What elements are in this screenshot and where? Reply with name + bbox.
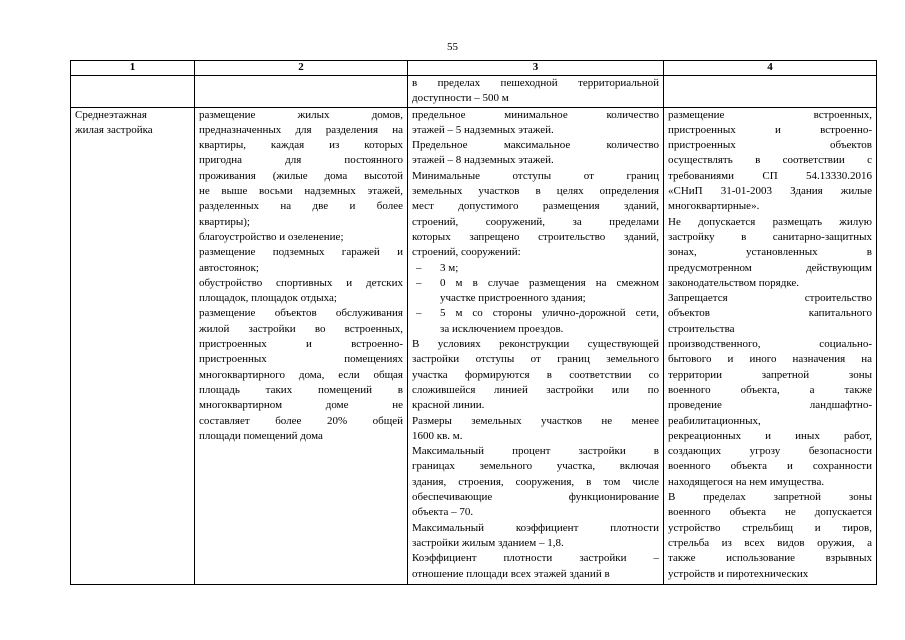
parameters-line: Максимальный коэффициент плотности <box>412 521 659 534</box>
header-col-4: 4 <box>664 61 877 76</box>
restrictions-line: рекреационных и иных работ, <box>668 429 872 442</box>
restrictions-line: бытового и иного назначения на <box>668 353 872 366</box>
permitted-use-line: обустройство спортивных и детских <box>199 276 403 289</box>
permitted-use-line: жилой застройки во встроенных, <box>199 322 403 335</box>
dash-bullet: – <box>416 261 422 274</box>
parameters-line: границах земельного участка, включая <box>412 460 659 473</box>
restrictions-line: осуществлять в соответствии с <box>668 154 872 167</box>
parameters-line: этажей – 5 надземных этажей. <box>412 123 554 136</box>
restrictions-line: реабилитационных, <box>668 414 761 427</box>
continuation-col-2 <box>195 76 408 108</box>
permitted-use-line: не выше восьми надземных этажей, <box>199 185 403 198</box>
land-use-line: жилая застройка <box>75 123 153 136</box>
restrictions-line: «СНиП 31-01-2003 Здания жилые <box>668 185 872 198</box>
permitted-use-line: благоустройство и озеленение; <box>199 230 344 243</box>
permitted-use-line: разделенных на две и более <box>199 200 403 213</box>
restrictions-line: находящегося на нем имущества. <box>668 475 825 488</box>
restrictions-line: законодательством порядке. <box>668 276 800 289</box>
parameters-line: Предельное максимальное количество <box>412 139 659 152</box>
parameters-line: Коэффициент плотности застройки – <box>412 552 659 565</box>
permitted-use-line: предназначенных для разделения на <box>199 123 403 136</box>
permitted-use-line: площади помещений дома <box>199 429 323 442</box>
land-use-line: Среднеэтажная <box>75 108 147 121</box>
parameters-line: предельное минимальное количество <box>412 108 659 121</box>
continuation-line: доступности – 500 м <box>412 92 509 105</box>
continuation-line: в пределах пешеходной территориальной <box>412 77 659 89</box>
parameters-line: Размеры земельных участков не менее <box>412 414 659 427</box>
permitted-use-line: квартиры, каждая из которых <box>199 139 403 152</box>
parameters-line: обеспечивающие функционирование <box>412 491 659 504</box>
restrictions-line: размещение встроенных, <box>668 108 872 121</box>
parameters-line: земельных участков в целях определения <box>412 185 659 198</box>
parameters-line: отношение площади всех этажей зданий в <box>412 567 610 580</box>
permitted-use-line: размещение подземных гаражей и <box>199 246 403 259</box>
parameters-line: сложившейся линией застройки или по <box>412 383 659 396</box>
restrictions-line: военного объекта, а также <box>668 383 872 396</box>
parameters-line: строений, сооружений, за пределами <box>412 215 659 228</box>
continuation-col-3 <box>408 76 664 108</box>
parameters-line: В условиях реконструкции существующей <box>412 338 659 351</box>
continuation-row <box>71 76 877 108</box>
page-number: 55 <box>447 41 458 53</box>
list-item-line: 3 м; <box>440 261 459 274</box>
regulations-table <box>70 60 877 585</box>
restrictions-line: В пределах запретной зоны <box>668 491 872 504</box>
parameters-line: объекта – 70. <box>412 506 474 519</box>
list-item <box>412 276 659 307</box>
parameters-line: здания, строения, сооружения, в том числе <box>412 475 659 488</box>
permitted-use-line: проживания (жилые дома высотой <box>199 169 403 182</box>
restrictions-line: проведение ландшафтно- <box>668 399 872 412</box>
permitted-use-line: многоквартирного дома, если общая <box>199 368 403 381</box>
restrictions-line: многоквартирные». <box>668 200 760 213</box>
permitted-use-line: пригодна для постоянного <box>199 154 403 167</box>
restrictions-line: производственного, социально- <box>668 338 872 351</box>
restrictions-line: предусмотренном действующим <box>668 261 872 274</box>
list-item-text <box>440 261 659 276</box>
list-item-line: 5 м со стороны улично-дорожной сети, <box>440 307 659 320</box>
building-parameters-cell <box>408 107 664 584</box>
permitted-use-line: размещение объектов обслуживания <box>199 307 403 320</box>
parameters-line: застройки отступы от границ земельного <box>412 353 659 366</box>
list-item-line: за исключением проездов. <box>440 322 564 335</box>
header-col-3: 3 <box>408 61 664 76</box>
permitted-use-line: составляет более 20% общей <box>199 414 403 427</box>
restrictions-line: зонах, установленных в <box>668 246 872 259</box>
restrictions-line: Запрещается строительство <box>668 292 872 305</box>
permitted-use-line: квартиры); <box>199 215 250 228</box>
continuation-col-1 <box>71 76 195 108</box>
restrictions-line: стрельба из всех видов оружия, а <box>668 536 872 549</box>
restrictions-line: устройств и пиротехнических <box>668 567 809 580</box>
restrictions-line: военного объекта не допускается <box>668 506 872 519</box>
parameters-line: 1600 кв. м. <box>412 429 463 442</box>
restrictions-line: пристроенных и встроенно- <box>668 123 872 136</box>
restrictions-line: объектов капитального <box>668 307 872 320</box>
permitted-use-line: пристроенных и встроенно- <box>199 338 403 351</box>
restrictions-line: застройку в санитарно-защитных <box>668 230 872 243</box>
restrictions-line: также использование взрывных <box>668 552 872 565</box>
list-item <box>412 261 659 276</box>
parameters-line: строений, сооружений: <box>412 246 521 259</box>
restrictions-line: строительства <box>668 322 735 335</box>
list-item <box>412 306 659 337</box>
list-item-line: участке пристроенного здания; <box>440 292 586 305</box>
list-item-text <box>440 276 659 307</box>
parameters-line: мест допустимого размещения зданий, <box>412 200 659 213</box>
restrictions-line: военного объекта и сохранности <box>668 460 872 473</box>
land-use-type-cell <box>71 107 195 584</box>
restrictions-line: Не допускается размещать жилую <box>668 215 872 228</box>
restrictions-line: устройство стрельбищ и тиров, <box>668 521 872 534</box>
header-col-1: 1 <box>71 61 195 76</box>
restrictions-line: создающих угрозу безопасности <box>668 445 872 458</box>
parameters-line: Минимальные отступы от границ <box>412 169 659 182</box>
permitted-use-line: автостоянок; <box>199 261 259 274</box>
parameters-line: красной линии. <box>412 399 485 412</box>
restrictions-cell <box>664 107 877 584</box>
dash-bullet: – <box>416 307 422 320</box>
list-item-line: 0 м в случае размещения на смежном <box>440 276 659 289</box>
permitted-use-line: площадок, площадок отдыха; <box>199 292 337 305</box>
list-item-text <box>440 306 659 337</box>
dash-bullet: – <box>416 276 422 289</box>
header-col-2: 2 <box>195 61 408 76</box>
permitted-use-description-cell <box>195 107 408 584</box>
parameters-line: участка формируются в соответствии со <box>412 368 659 381</box>
parameters-line: которых запрещено строительство зданий, <box>412 230 659 243</box>
restrictions-line: требованиями СП 54.13330.2016 <box>668 169 872 182</box>
permitted-use-line: пристроенных помещениях <box>199 353 403 366</box>
continuation-col-4 <box>664 76 877 108</box>
restrictions-line: пристроенных объектов <box>668 139 872 152</box>
restrictions-line: территории запретной зоны <box>668 368 872 381</box>
permitted-use-line: многоквартирном доме не <box>199 399 403 412</box>
header-row <box>71 61 877 76</box>
permitted-use-line: площадь таких помещений в <box>199 383 403 396</box>
parameters-line: застройки жилым зданием – 1,8. <box>412 536 564 549</box>
parameters-line: Максимальный процент застройки в <box>412 445 659 458</box>
parameters-line: этажей – 8 надземных этажей. <box>412 154 554 167</box>
permitted-use-line: размещение жилых домов, <box>199 108 403 121</box>
table-row <box>71 107 877 584</box>
